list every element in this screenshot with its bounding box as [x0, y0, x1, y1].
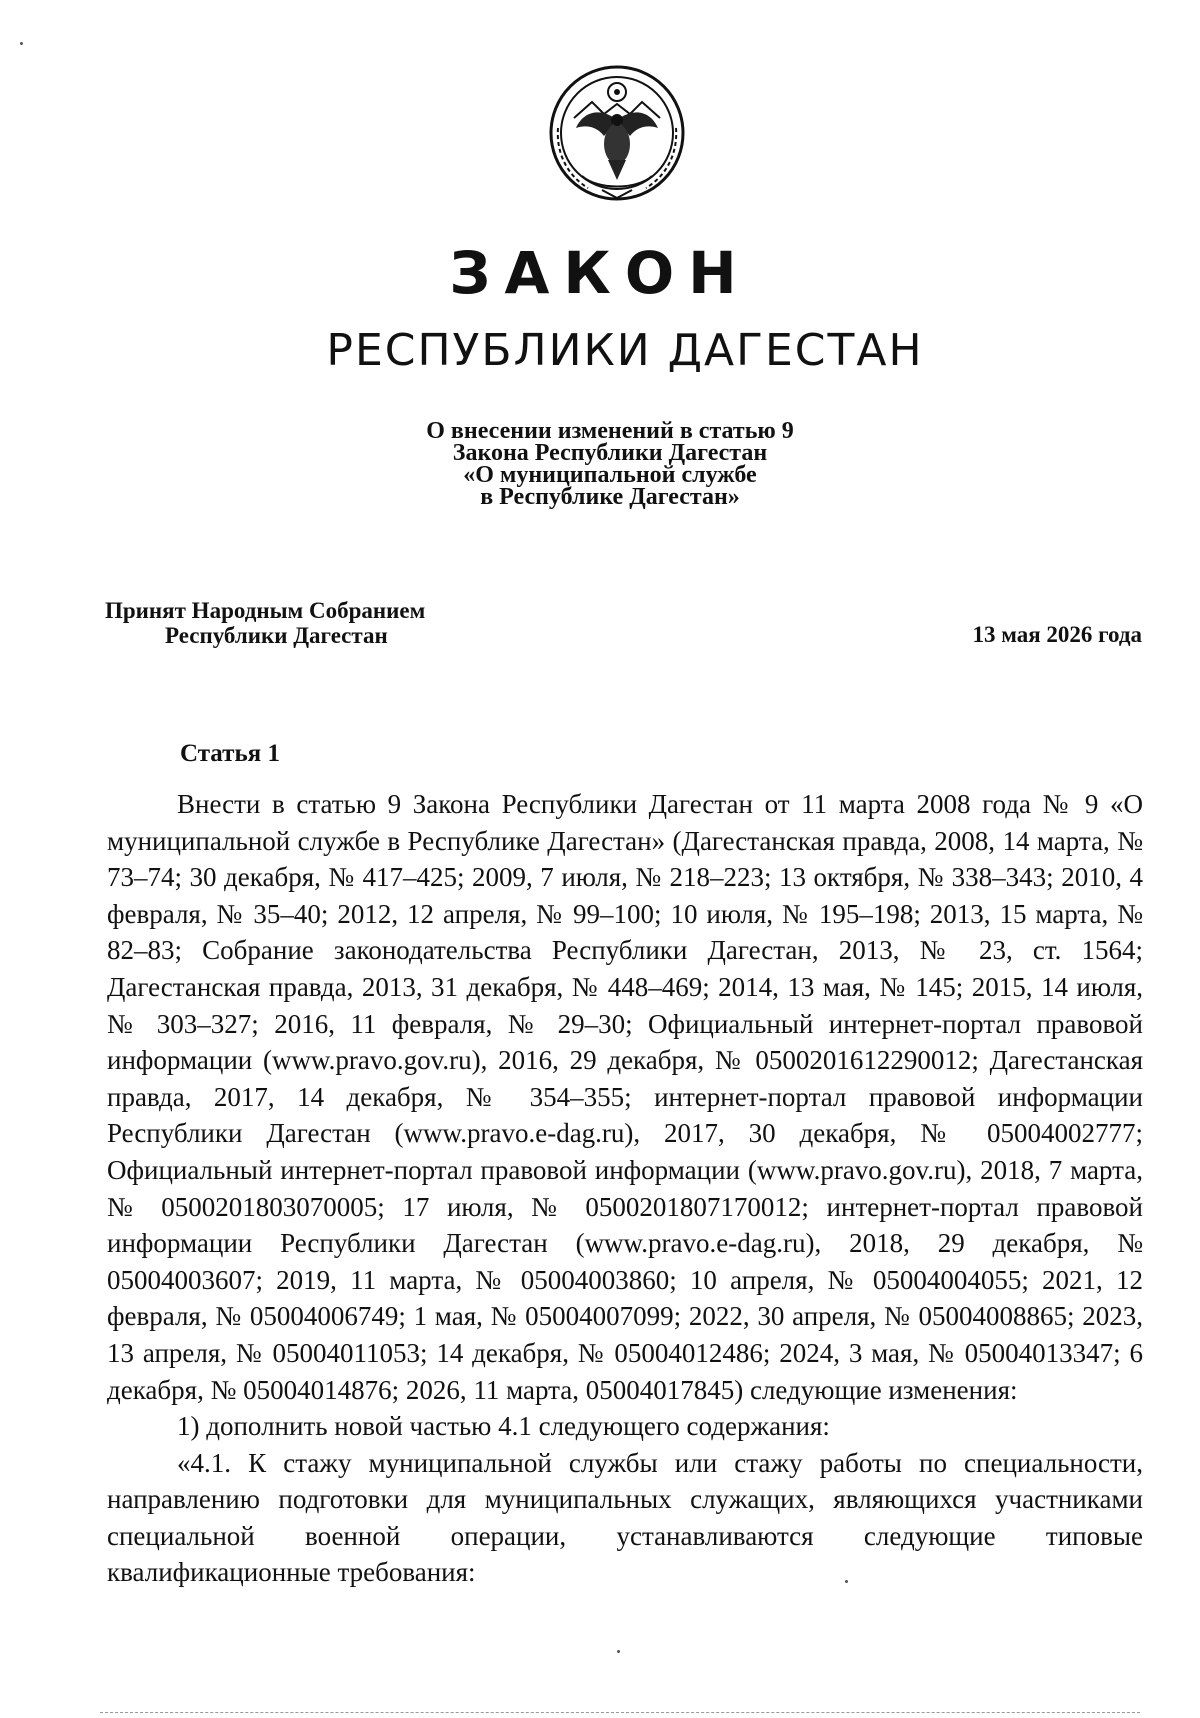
page-bottom-edge — [100, 1712, 1140, 1714]
adoption-date: 13 мая 2026 года — [972, 622, 1142, 647]
article-heading: Статья 1 — [180, 740, 280, 767]
article-paragraph: Внести в статью 9 Закона Республики Дагестан от 11 марта 2008 года № 9 «О муниципальной службе в Республике Дагестан» (Дагестанская правда, 2008, 14 марта, № 73–74; 30 декабря, № 417–425; 2009, 7 июля, № 218–223; 13 октября, № 338–343; 2010, 4 февраля, № 35–40; 2012, 12 апреля, № 99–100; 10 июля, № 195–198; 2013, 15 марта, № 82–83; Собрание законодательства Республики Дагестан, 2013, № 23, ст. 1564; Дагестанская правда, 2013, 31 декабря, № 448–469; 2014, 13 мая, № 145; 2015, 14 июля, № 303–327; 2016, 11 февраля, № 29–30; Официальный интернет-портал правовой информации (www.pravo.gov.ru), 2016, 29 декабря, № 0500201612290012; Дагестанская правда, 2017, 14 декабря, № 354–355; интернет-портал правовой информации Республики Дагестан (www.pravo.e-dag.ru), 2017, 30 декабря, № 05004002777; Официальный интернет-портал правовой информации (www.pravo.gov.ru), 2018, 7 марта, № 0500201803070005; 17 июля, № 0500201807170012; интернет-портал правовой информации Республики Дагестан (www.pravo.e-dag.ru), 2018, 29 декабря, № 05004003607; 2019, 11 марта, № 05004003860; 10 апреля, № 05004004055; 2021, 12 февраля, № 05004006749; 1 мая, № 05004007099; 2022, 30 апреля, № 05004008865; 2023, 13 апреля, № 05004011053; 14 декабря, № 05004012486; 2024, 3 мая, № 05004013347; 6 декабря, № 05004014876; 2026, 11 марта, 05004017845) следующие изменения: — [107, 789, 1143, 1405]
document-title: ЗАКОН — [449, 239, 751, 307]
scan-speck — [845, 1580, 848, 1583]
scan-speck — [617, 1650, 620, 1653]
scan-speck — [20, 42, 23, 45]
adoption-line: Республики Дагестан — [165, 623, 388, 648]
law-name-line: в Республике Дагестан» — [480, 484, 740, 510]
adoption-statement — [105, 598, 425, 648]
article-paragraph: «4.1. К стажу муниципальной службы или стажу работы по специальности, направлению подготовки для муниципальных служащих, являющихся участниками специальной военной операции, устанавливаются следующие типовые квалификационные требования: — [107, 1447, 1143, 1588]
adoption-line: Принят Народным Собранием — [105, 598, 426, 623]
law-name-line: «О муниципальной службе — [463, 462, 757, 488]
law-name-line: О внесении изменений в статью 9 — [426, 418, 794, 444]
coat-of-arms-icon — [542, 58, 692, 208]
law-name — [300, 420, 920, 508]
article-body — [107, 786, 1143, 1591]
document-subtitle: РЕСПУБЛИКИ ДАГЕСТАН — [326, 325, 924, 376]
law-name-line: Закона Республики Дагестан — [452, 440, 768, 466]
article-paragraph: 1) дополнить новой частью 4.1 следующего содержания: — [177, 1411, 830, 1442]
